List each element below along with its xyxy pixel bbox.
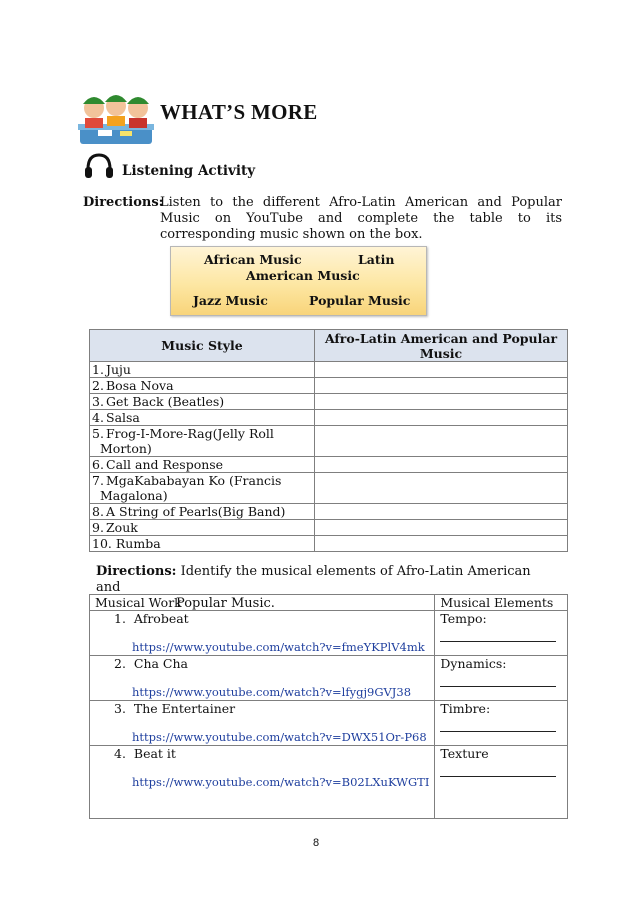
row-number: 7. [92, 473, 104, 488]
row-number: 3. [92, 394, 104, 409]
choice-american-music: American Music [246, 268, 360, 283]
musical-work-title: Beat it [133, 746, 176, 761]
choice-popular-music: Popular Music [309, 293, 411, 308]
table-row [90, 536, 568, 552]
column-header-afro-latin: Afro-Latin American and Popular Music [315, 330, 568, 362]
musical-elements-table [89, 594, 568, 819]
row-number: 3. [114, 701, 126, 716]
music-style-continued: Magalona) [100, 488, 168, 503]
youtube-link[interactable]: https://www.youtube.com/watch?v=lfygj9GVJ38 [132, 685, 412, 699]
table-row [90, 504, 568, 520]
music-style: Zouk [106, 520, 138, 535]
page-heading: WHAT’S MORE [160, 100, 318, 124]
answer-cell[interactable] [315, 394, 568, 410]
answer-cell[interactable] [315, 457, 568, 473]
children-clipart-image [78, 86, 154, 152]
column-header-musical-elements: Musical Elements [435, 595, 568, 611]
music-style: A String of Pearls(Big Band) [106, 504, 286, 519]
table-row [90, 457, 568, 473]
table-row [90, 473, 568, 504]
music-style-table [89, 329, 568, 552]
element-label: Texture [440, 746, 489, 761]
answer-cell[interactable] [315, 520, 568, 536]
music-style: MgaKababayan Ko (Francis [106, 473, 282, 488]
youtube-link[interactable]: https://www.youtube.com/watch?v=fmeYKPlV4mk [132, 640, 425, 654]
answer-cell[interactable] [315, 378, 568, 394]
musical-work-title: The Entertainer [133, 701, 236, 716]
element-label: Timbre: [440, 701, 491, 716]
answer-cell[interactable] [315, 426, 568, 457]
answer-cell[interactable] [315, 473, 568, 504]
element-label: Tempo: [440, 611, 487, 626]
table-row [90, 701, 568, 746]
table-row [90, 362, 568, 378]
table-row [90, 394, 568, 410]
row-number: 6. [92, 457, 104, 472]
row-number: 4. [92, 410, 104, 425]
table-row [90, 656, 568, 701]
row-number: 5. [92, 426, 104, 441]
directions-text: Listen to the different Afro-Latin American and Popular Music on YouTube and complete the table to its corresponding music shown on the box. [160, 195, 562, 242]
row-number: 1. [92, 362, 104, 377]
column-header-musical-work: Musical Work [90, 595, 435, 611]
choice-jazz-music: Jazz Music [193, 293, 268, 308]
music-style: Salsa [106, 410, 140, 425]
choice-african-music: African Music [204, 252, 302, 267]
table-row [90, 410, 568, 426]
answer-cell[interactable] [315, 362, 568, 378]
row-number: 9. [92, 520, 104, 535]
music-style: Get Back (Beatles) [106, 394, 225, 409]
music-choices-box [170, 246, 427, 316]
youtube-link[interactable]: https://www.youtube.com/watch?v=B02LXuKWGTI [132, 775, 430, 789]
table-row [90, 611, 568, 656]
table-row [90, 746, 568, 819]
music-style: Juju [106, 362, 131, 377]
answer-cell[interactable] [315, 536, 568, 552]
table-row [90, 426, 568, 457]
music-style: Frog-I-More-Rag(Jelly Roll [106, 426, 274, 441]
table-row [90, 378, 568, 394]
row-number: 2. [114, 656, 126, 671]
directions-2-text: Identify the musical elements of Afro-Latin American and [96, 564, 531, 595]
headphones-icon [84, 152, 114, 180]
activity-title: Listening Activity [122, 163, 256, 179]
row-number: 8. [92, 504, 104, 519]
column-header-music-style: Music Style [90, 330, 315, 362]
directions-label: Directions: [83, 195, 164, 210]
answer-blank[interactable] [440, 718, 556, 732]
page-number: 8 [313, 837, 320, 849]
youtube-link[interactable]: https://www.youtube.com/watch?v=DWX51Or-P68 [132, 730, 427, 744]
table-row [90, 520, 568, 536]
directions-2-text-continued: Popular Music. [176, 596, 275, 611]
row-number: 10. [92, 536, 112, 551]
answer-cell[interactable] [315, 504, 568, 520]
answer-cell[interactable] [315, 410, 568, 426]
element-label: Dynamics: [440, 656, 507, 671]
row-number: 1. [114, 611, 126, 626]
answer-blank[interactable] [440, 673, 556, 687]
music-style: Rumba [115, 536, 161, 551]
music-style: Bosa Nova [106, 378, 174, 393]
row-number: 2. [92, 378, 104, 393]
music-style: Call and Response [106, 457, 224, 472]
music-style-continued: Morton) [100, 441, 152, 456]
answer-blank[interactable] [440, 628, 556, 642]
musical-work-title: Cha Cha [133, 656, 188, 671]
row-number: 4. [114, 746, 126, 761]
directions-2-label: Directions: [96, 564, 177, 579]
choice-latin: Latin [358, 252, 395, 267]
answer-blank[interactable] [440, 763, 556, 777]
musical-work-title: Afrobeat [133, 611, 189, 626]
